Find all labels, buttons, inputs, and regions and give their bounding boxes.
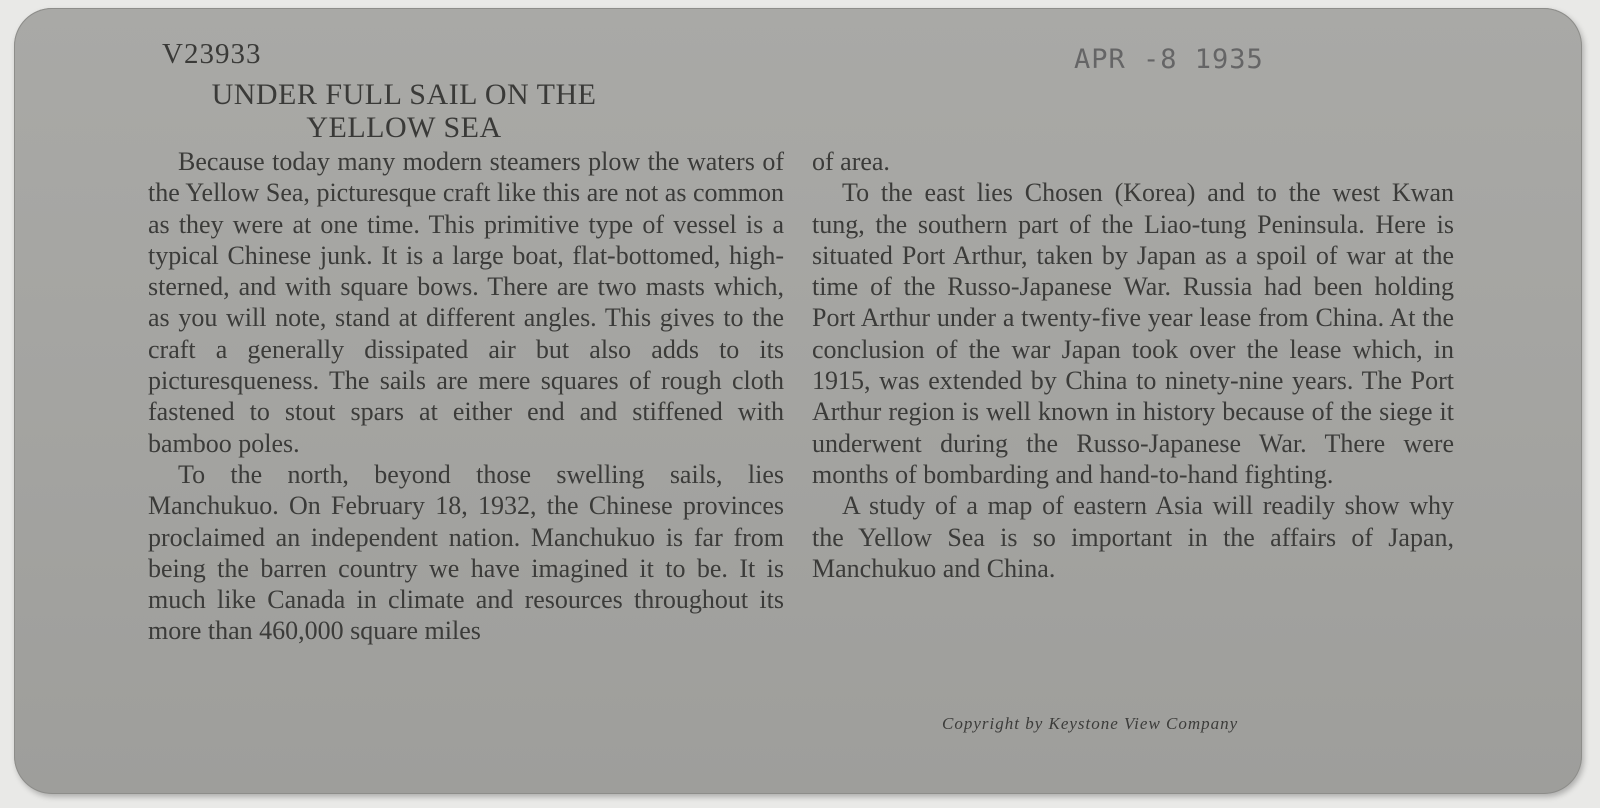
paragraph-map-study: A study of a map of eastern Asia will readily show why the Yellow Sea is so important in the affairs of Japan, Manchukuo and China.	[812, 491, 1454, 583]
text-column-left	[148, 146, 784, 647]
paragraph-junk-description: Because today many modern steamers plow the waters of the Yellow Sea, picturesque craft like this are not as common as they were at one time. This primitive type of vessel is a typical Chinese junk. It is a large boat, flat-bottomed, high-sterned, and with square bows. There are two masts which, as you will note, stand at different angles. This gives to the craft a generally dissipated air but also adds to its picturesqueness. The sails are mere squares of rough cloth fastened to stout spars at either end and stiffened with bamboo poles.	[148, 147, 784, 458]
card-title: UNDER FULL SAIL ON THE YELLOW SEA	[211, 78, 597, 144]
date-stamp: APR -8 1935	[1074, 44, 1264, 75]
copyright-notice: Copyright by Keystone View Company	[942, 714, 1239, 733]
paragraph-manchukuo: To the north, beyond those swelling sails, lies Manchukuo. On February 18, 1932, the Chinese provinces proclaimed an independent nation. Manchukuo is far from being the barren country we have imagined it to be. It is much like Canada in climate and resources throughout its more than 460,000 square miles	[148, 459, 784, 646]
paragraph-port-arthur: To the east lies Chosen (Korea) and to the west Kwan tung, the southern part of the Liao-tung Peninsula. Here is situated Port Arthur, taken by Japan as a spoil of war at the time of the Russo-Japanese War. Russia had been holding Port Arthur under a twenty-five year lease from China. At the conclusion of the war Japan took over the lease which, in 1915, was extended by China to ninety-nine years. The Port Arthur region is well known in history because of the siege it underwent during the Russo-Japanese War. There were months of bombarding and hand-to-hand fighting.	[812, 178, 1454, 489]
paragraph-continuation: of area.	[812, 147, 890, 176]
card-number: V23933	[162, 38, 262, 70]
text-column-right	[812, 146, 1454, 584]
stereoview-card-back	[14, 8, 1582, 794]
